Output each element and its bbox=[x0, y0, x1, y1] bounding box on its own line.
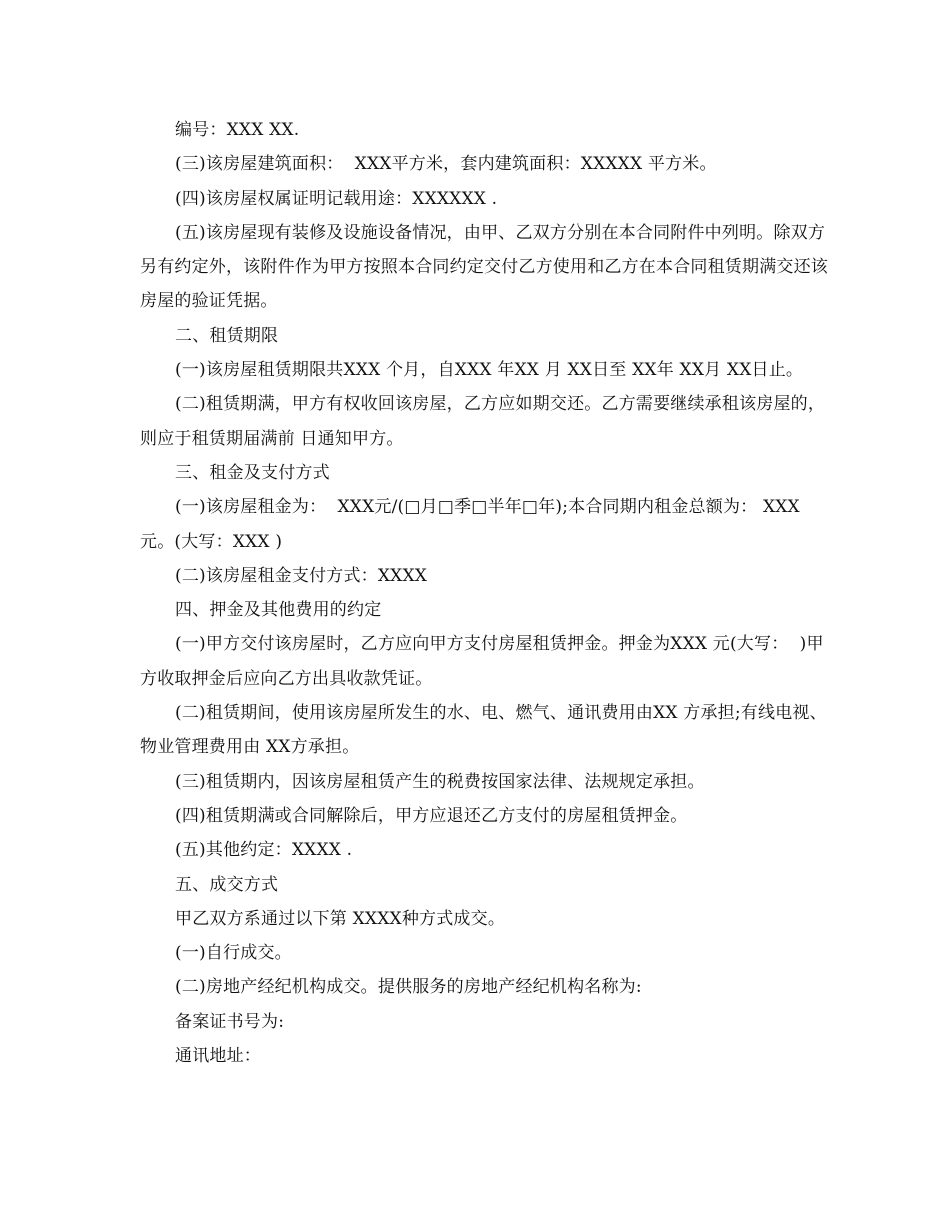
paragraph-rent-payment-method: (二)该房屋租金支付方式：XXXX bbox=[175, 565, 428, 586]
paragraph-self-transaction: (一)自行成交。 bbox=[175, 943, 292, 964]
paragraph-taxes: (三)租赁期内，因该房屋租赁产生的税费按国家法律、法规规定承担。 bbox=[175, 771, 705, 792]
paragraph-deposit: (一)甲方交付该房屋时，乙方应向甲方支付房屋租赁押金。押金为XXX 元(大写： )甲方收取押金后应向乙方出具收款凭证。 bbox=[140, 634, 824, 689]
paragraph-registered-use: (四)该房屋权属证明记载用途：XXXXXX . bbox=[175, 188, 498, 209]
section-heading-lease-term: 二、租赁期限 bbox=[175, 325, 279, 346]
paragraph-serial-number: 编号：XXX XX. bbox=[175, 120, 300, 140]
paragraph-mailing-address: 通讯地址： bbox=[175, 1046, 261, 1067]
paragraph-agency-transaction: (二)房地产经纪机构成交。提供服务的房地产经纪机构名称为: bbox=[175, 977, 642, 998]
paragraph-building-area: (三)该房屋建筑面积： XXX平方米，套内建筑面积：XXXXX 平方米。 bbox=[175, 154, 717, 175]
paragraph-utility-fees: (二)租赁期间，使用该房屋所发生的水、电、燃气、通讯费用由XX 方承担;有线电视、物业管理费用由 XX方承担。 bbox=[140, 703, 827, 758]
paragraph-deposit-refund: (四)租赁期满或合同解除后，甲方应退还乙方支付的房屋租赁押金。 bbox=[175, 805, 688, 826]
section-heading-deposit-fees: 四、押金及其他费用的约定 bbox=[175, 600, 382, 621]
paragraph-fixtures-equipment: (五)该房屋现有装修及设施设备情况，由甲、乙双方分别在本合同附件中列明。除双方另有约定外，该附件作为甲方按照本合同约定交付乙方使用和乙方在本合同租赁期满交还该房屋的验证凭据。 bbox=[140, 222, 828, 312]
paragraph-transaction-method: 甲乙双方系通过以下第 XXXX种方式成交。 bbox=[175, 908, 506, 929]
section-heading-transaction-method: 五、成交方式 bbox=[175, 874, 279, 895]
paragraph-lease-duration: (一)该房屋租赁期限共XXX 个月，自XXX 年XX 月 XX日至 XX年 XX月 XX日止。 bbox=[175, 360, 804, 381]
document-body bbox=[140, 113, 830, 1073]
paragraph-filing-certificate: 备案证书号为: bbox=[175, 1011, 285, 1032]
paragraph-other-terms: (五)其他约定：XXXX . bbox=[175, 840, 353, 861]
section-heading-rent-payment: 三、租金及支付方式 bbox=[175, 462, 330, 483]
paragraph-lease-expiry: (二)租赁期满，甲方有权收回该房屋，乙方应如期交还。乙方需要继续承租该房屋的，则应于租赁期届满前 日通知甲方。 bbox=[140, 394, 826, 449]
paragraph-rent-amount: (一)该房屋租金为： XXX元/(□月□季□半年□年);本合同期内租金总额为： XXX元。(大写：XXX ) bbox=[140, 497, 800, 552]
